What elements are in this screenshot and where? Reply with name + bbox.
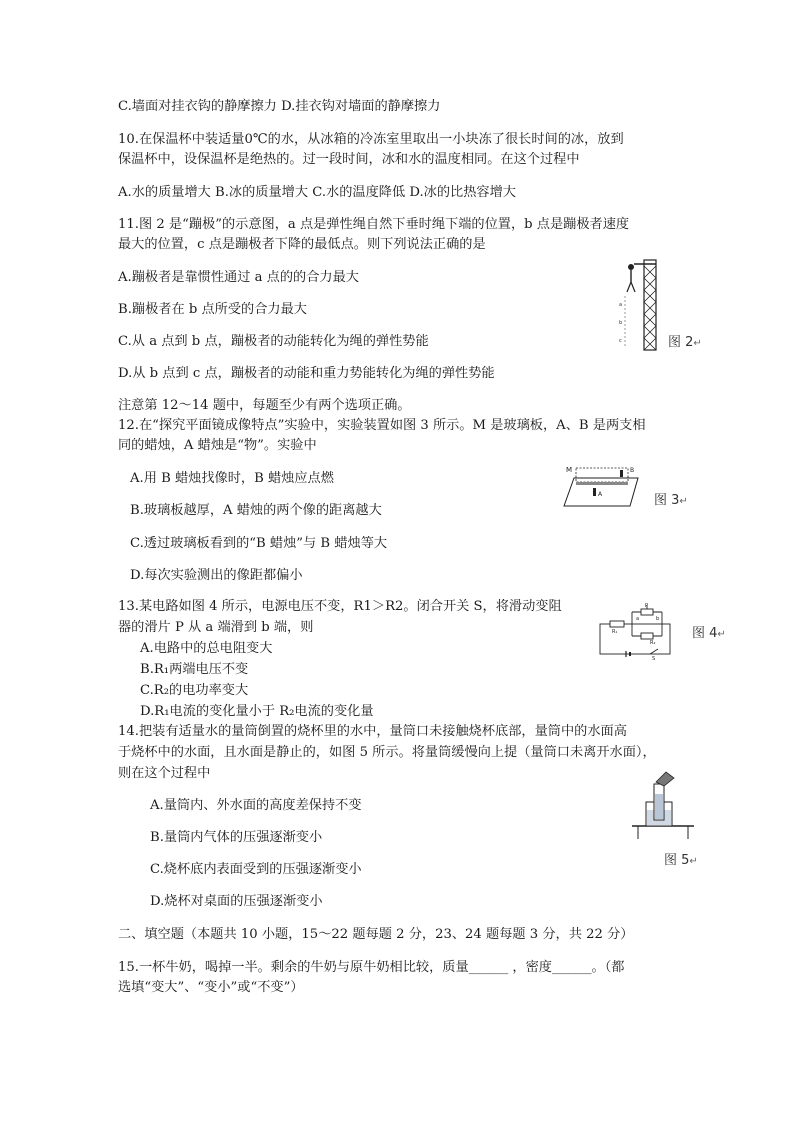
figure-2-caption: 图 2↵: [668, 335, 702, 350]
figure-4-caption: 图 4↵: [692, 626, 726, 641]
question-11-line2: 最大的位置，c 点是蹦极者下降的最低点。则下列说法正确的是: [118, 237, 486, 252]
question-14-line1: 14.把装有适量水的量筒倒置的烧杯里的水中，量筒口未接触烧杯底部，量筒中的水面高: [118, 724, 627, 739]
question-13-option-a: A.电路中的总电阻变大: [140, 641, 273, 656]
switch-s-label: S: [652, 656, 656, 660]
end-b-label: b: [656, 616, 660, 622]
question-13-option-b: B.R₁两端电压不变: [140, 662, 249, 677]
question-14-line3: 则在这个过程中: [118, 766, 211, 781]
point-c-label: c: [619, 338, 622, 344]
figure-5-caption: 图 5↵: [664, 853, 698, 868]
section-2-heading: 二、填空题（本题共 10 小题，15～22 题每题 2 分，23、24 题每题 3 分，共 22 分）: [118, 927, 634, 942]
end-a-label: a: [636, 616, 640, 622]
candle-b-label: B: [630, 467, 635, 474]
question-13-option-c: C.R₂的电功率变大: [140, 683, 249, 698]
glass-m-label: M: [566, 466, 573, 474]
question-13-line1: 13.某电路如图 4 所示，电源电压不变，R1＞R2。闭合开关 S，将滑动变阻: [118, 599, 562, 614]
question-10-line1: 10.在保温杯中装适量0℃的水，从冰箱的冷冻室里取出一小块冻了很长时间的冰，放到: [118, 132, 624, 147]
point-a-label: a: [619, 302, 623, 308]
figure-4-circuit-diagram: [596, 602, 676, 660]
question-11-option-c: C.从 a 点到 b 点，蹦极者的动能转化为绳的弹性势能: [118, 334, 429, 349]
question-14-option-d: D.烧杯对桌面的压强逐渐变小: [150, 894, 323, 909]
figure-3-caption: 图 3↵: [654, 493, 688, 508]
question-13-option-d: D.R₁电流的变化量小于 R₂电流的变化量: [140, 704, 374, 719]
question-12-line1: 12.在“探究平面镜成像特点”实验中，实验装置如图 3 所示。M 是玻璃板，A、B 是两支相: [118, 418, 646, 433]
r1-label: R₁: [612, 629, 618, 635]
r2-label: R₂: [650, 640, 656, 646]
question-11-option-b: B.蹦极者在 b 点所受的合力最大: [118, 302, 307, 317]
question-14-option-b: B.量筒内气体的压强逐渐变小: [150, 830, 323, 845]
question-11-line1: 11.图 2 是“蹦极”的示意图，a 点是弹性绳自然下垂时绳下端的位置，b 点是蹦极者速度: [118, 217, 630, 232]
question-14-line2: 于烧杯中的水面，且水面是静止的，如图 5 所示。将量筒缓慢向上提（量筒口未离开水面），: [118, 745, 656, 760]
option-10c-10d: C.墙面对挂衣钩的静摩擦力 D.挂衣钩对墙面的静摩擦力: [118, 99, 441, 114]
question-12-option-c: C.透过玻璃板看到的“B 蜡烛”与 B 蜡烛等大: [130, 536, 388, 551]
candle-a-label: A: [598, 491, 603, 498]
question-10-options: A.水的质量增大 B.冰的质量增大 C.水的温度降低 D.冰的比热容增大: [118, 185, 516, 200]
question-12-line2: 同的蜡烛，A 蜡烛是“物”。实验中: [118, 438, 317, 453]
question-15-line1: 15.一杯牛奶，喝掉一半。剩余的牛奶与原牛奶相比较，质量______ ，密度______。（都: [118, 960, 625, 975]
figure-3-mirror-diagram: [560, 458, 646, 512]
question-15-line2: 选填“变大”、“变小”或“不变”）: [118, 980, 304, 995]
question-12-option-d: D.每次实验测出的像距都偏小: [130, 568, 303, 583]
question-13-line2: 器的滑片 P 从 a 端滑到 b 端，则: [118, 620, 314, 635]
question-12-option-b: B.玻璃板越厚，A 蜡烛的两个像的距离越大: [130, 503, 382, 518]
question-10-line2: 保温杯中，设保温杯是绝热的。过一段时间，冰和水的温度相同。在这个过程中: [118, 152, 580, 167]
question-11-option-a: A.蹦极者是靠惯性通过 a 点的的合力最大: [118, 270, 359, 285]
figure-5-beaker-diagram: [630, 770, 696, 840]
question-12-option-a: A.用 B 蜡烛找像时，B 蜡烛应点燃: [130, 471, 334, 486]
figure-2-bungee-diagram: [618, 256, 662, 352]
question-14-option-a: A.量筒内、外水面的高度差保持不变: [150, 798, 362, 813]
point-b-label: b: [619, 320, 623, 326]
note-12-14: 注意第 12～14 题中，每题至少有两个选项正确。: [118, 398, 411, 413]
question-14-option-c: C.烧杯底内表面受到的压强逐渐变小: [150, 862, 362, 877]
slider-p-label: P: [645, 603, 649, 609]
question-11-option-d: D.从 b 点到 c 点，蹦极者的动能和重力势能转化为绳的弹性势能: [118, 366, 495, 381]
